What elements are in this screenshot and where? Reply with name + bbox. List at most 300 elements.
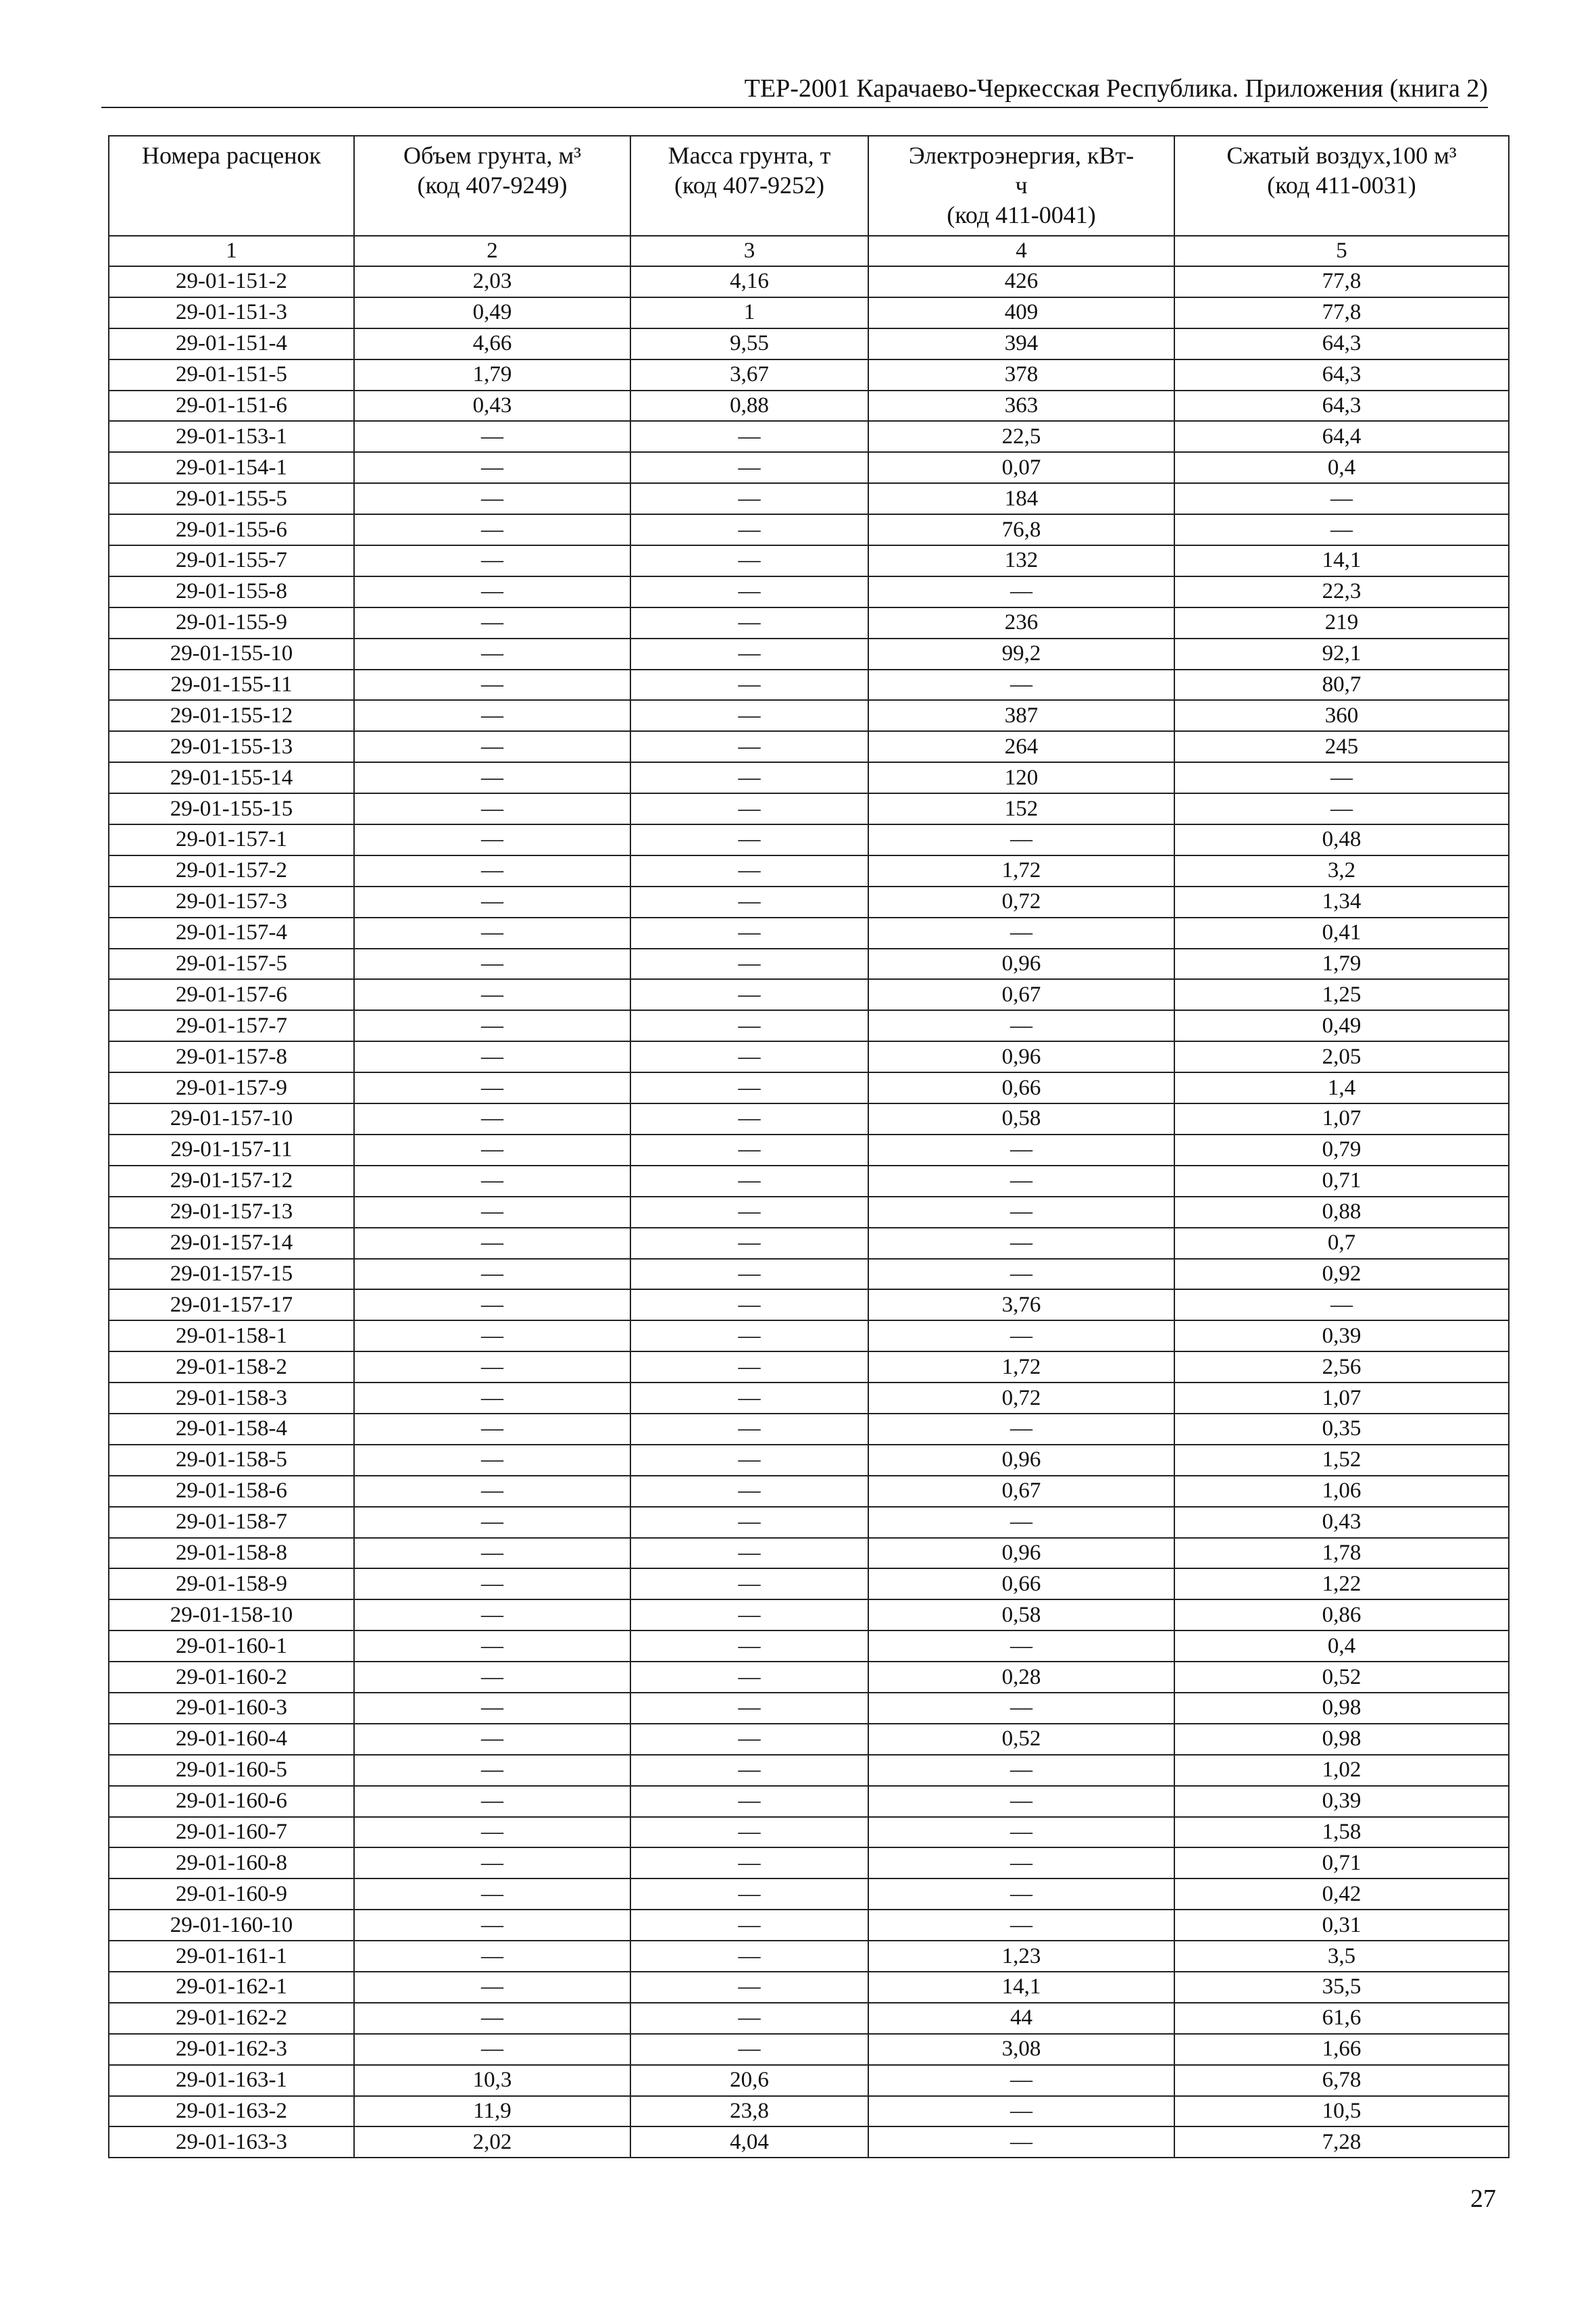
soil-mass-cell: — (630, 576, 868, 607)
soil-volume-cell: — (354, 1289, 630, 1320)
column-number-row (109, 236, 1509, 266)
soil-volume-cell: — (354, 1878, 630, 1910)
soil-mass-cell: — (630, 639, 868, 670)
table-row (109, 607, 1509, 639)
soil-volume-cell: — (354, 421, 630, 452)
table-row (109, 421, 1509, 452)
soil-volume-cell: — (354, 639, 630, 670)
compressed-air-cell: 0,41 (1174, 918, 1509, 949)
rate-number-cell: 29-01-155-7 (109, 545, 354, 576)
soil-mass-cell: — (630, 1289, 868, 1320)
electricity-cell: 387 (868, 700, 1174, 731)
table-row (109, 576, 1509, 607)
soil-volume-cell: — (354, 731, 630, 762)
electricity-cell: 378 (868, 359, 1174, 391)
table-row (109, 1910, 1509, 1941)
electricity-cell: 1,23 (868, 1941, 1174, 1972)
soil-volume-cell: — (354, 1972, 630, 2003)
soil-mass-cell: — (630, 1693, 868, 1724)
soil-volume-cell: — (354, 762, 630, 793)
rate-number-cell: 29-01-157-13 (109, 1197, 354, 1228)
electricity-cell: 152 (868, 793, 1174, 824)
soil-mass-cell: — (630, 793, 868, 824)
electricity-cell: 14,1 (868, 1972, 1174, 2003)
compressed-air-cell: 3,2 (1174, 855, 1509, 887)
soil-volume-cell: — (354, 1351, 630, 1383)
compressed-air-cell: 1,07 (1174, 1383, 1509, 1414)
soil-mass-cell: — (630, 1320, 868, 1351)
rate-number-cell: 29-01-158-8 (109, 1538, 354, 1569)
compressed-air-cell: 80,7 (1174, 670, 1509, 701)
soil-volume-cell: — (354, 1259, 630, 1290)
soil-mass-cell: — (630, 2034, 868, 2065)
soil-volume-cell: — (354, 1538, 630, 1569)
rate-number-cell: 29-01-160-3 (109, 1693, 354, 1724)
electricity-cell: — (868, 576, 1174, 607)
soil-mass-cell: — (630, 1755, 868, 1786)
header-line: ч (1015, 172, 1028, 199)
electricity-cell: 236 (868, 607, 1174, 639)
soil-mass-cell: — (630, 1568, 868, 1599)
soil-mass-cell: — (630, 1538, 868, 1569)
electricity-cell: — (868, 2126, 1174, 2158)
compressed-air-cell: 1,34 (1174, 887, 1509, 918)
column-number: 3 (630, 236, 868, 266)
electricity-cell: — (868, 1786, 1174, 1817)
compressed-air-cell: 64,4 (1174, 421, 1509, 452)
soil-volume-cell: — (354, 1568, 630, 1599)
rate-number-cell: 29-01-151-3 (109, 297, 354, 328)
soil-mass-cell: — (630, 1910, 868, 1941)
rate-number-cell: 29-01-157-3 (109, 887, 354, 918)
soil-mass-cell: — (630, 949, 868, 980)
table-row (109, 670, 1509, 701)
soil-volume-cell: — (354, 2003, 630, 2034)
table-row (109, 297, 1509, 328)
compressed-air-cell: — (1174, 762, 1509, 793)
column-number: 5 (1174, 236, 1509, 266)
soil-volume-cell: — (354, 1693, 630, 1724)
header-line: Сжатый воздух,100 м³ (1226, 142, 1457, 169)
compressed-air-cell: 22,3 (1174, 576, 1509, 607)
table-row (109, 1941, 1509, 1972)
table-row (109, 1878, 1509, 1910)
soil-volume-cell: — (354, 1507, 630, 1538)
soil-volume-cell: — (354, 514, 630, 545)
table-row (109, 2034, 1509, 2065)
electricity-cell: — (868, 1228, 1174, 1259)
soil-mass-cell: — (630, 855, 868, 887)
rate-number-cell: 29-01-157-5 (109, 949, 354, 980)
electricity-cell: 1,72 (868, 855, 1174, 887)
rate-number-cell: 29-01-151-5 (109, 359, 354, 391)
soil-volume-cell: 11,9 (354, 2096, 630, 2127)
table-row (109, 949, 1509, 980)
table-row (109, 1662, 1509, 1693)
electricity-cell: — (868, 1320, 1174, 1351)
table-row (109, 1631, 1509, 1662)
soil-volume-cell: — (354, 887, 630, 918)
compressed-air-cell: 1,25 (1174, 979, 1509, 1010)
electricity-cell: — (868, 1135, 1174, 1166)
soil-volume-cell: — (354, 2034, 630, 2065)
table-row (109, 1599, 1509, 1631)
table-row (109, 639, 1509, 670)
table-row (109, 359, 1509, 391)
soil-mass-cell: — (630, 1941, 868, 1972)
rate-number-cell: 29-01-155-10 (109, 639, 354, 670)
table-row (109, 731, 1509, 762)
table-row (109, 1786, 1509, 1817)
soil-volume-cell: — (354, 1072, 630, 1103)
soil-mass-cell: 4,04 (630, 2126, 868, 2158)
header-code: (код 407-9252) (674, 172, 824, 199)
compressed-air-cell: 10,5 (1174, 2096, 1509, 2127)
table-row (109, 1972, 1509, 2003)
compressed-air-cell: 1,06 (1174, 1476, 1509, 1507)
soil-volume-cell: 2,03 (354, 266, 630, 297)
rate-number-cell: 29-01-158-10 (109, 1599, 354, 1631)
soil-mass-cell: 3,67 (630, 359, 868, 391)
table-row (109, 1445, 1509, 1476)
soil-mass-cell: — (630, 1259, 868, 1290)
compressed-air-cell: 61,6 (1174, 2003, 1509, 2034)
electricity-cell: 0,96 (868, 949, 1174, 980)
rate-number-cell: 29-01-161-1 (109, 1941, 354, 1972)
rate-number-cell: 29-01-157-7 (109, 1010, 354, 1041)
table-row (109, 1351, 1509, 1383)
compressed-air-cell: 7,28 (1174, 2126, 1509, 2158)
header-code: (код 407-9249) (417, 172, 568, 199)
rate-number-cell: 29-01-160-1 (109, 1631, 354, 1662)
rate-number-cell: 29-01-157-17 (109, 1289, 354, 1320)
compressed-air-cell: 0,92 (1174, 1259, 1509, 1290)
compressed-air-cell: 1,4 (1174, 1072, 1509, 1103)
compressed-air-cell: 1,02 (1174, 1755, 1509, 1786)
soil-volume-cell: — (354, 576, 630, 607)
soil-mass-cell: — (630, 1631, 868, 1662)
rate-number-cell: 29-01-158-9 (109, 1568, 354, 1599)
rate-number-cell: 29-01-158-2 (109, 1351, 354, 1383)
rate-number-cell: 29-01-155-12 (109, 700, 354, 731)
table-row (109, 514, 1509, 545)
rate-number-cell: 29-01-158-6 (109, 1476, 354, 1507)
electricity-cell: 3,76 (868, 1289, 1174, 1320)
soil-mass-cell: — (630, 1599, 868, 1631)
soil-mass-cell: — (630, 700, 868, 731)
electricity-cell: 0,28 (868, 1662, 1174, 1693)
column-header-soil-mass (630, 136, 868, 236)
electricity-cell: 426 (868, 266, 1174, 297)
column-header-rate-number (109, 136, 354, 236)
electricity-cell: 0,72 (868, 1383, 1174, 1414)
soil-volume-cell: — (354, 1103, 630, 1135)
soil-mass-cell: — (630, 1135, 868, 1166)
soil-volume-cell: — (354, 1445, 630, 1476)
table-row (109, 1414, 1509, 1445)
electricity-cell: 0,58 (868, 1103, 1174, 1135)
soil-volume-cell: — (354, 855, 630, 887)
rate-number-cell: 29-01-162-2 (109, 2003, 354, 2034)
rate-number-cell: 29-01-158-7 (109, 1507, 354, 1538)
compressed-air-cell: 0,49 (1174, 1010, 1509, 1041)
column-number: 2 (354, 236, 630, 266)
compressed-air-cell: 0,43 (1174, 1507, 1509, 1538)
table-row (109, 824, 1509, 855)
soil-volume-cell: — (354, 1166, 630, 1197)
compressed-air-cell: 0,86 (1174, 1599, 1509, 1631)
soil-mass-cell: — (630, 1166, 868, 1197)
rate-number-cell: 29-01-157-14 (109, 1228, 354, 1259)
table-row (109, 918, 1509, 949)
soil-volume-cell: — (354, 483, 630, 514)
compressed-air-cell: 0,88 (1174, 1197, 1509, 1228)
rate-number-cell: 29-01-157-11 (109, 1135, 354, 1166)
soil-volume-cell: — (354, 1228, 630, 1259)
rate-number-cell: 29-01-157-1 (109, 824, 354, 855)
electricity-cell: 99,2 (868, 639, 1174, 670)
electricity-cell: 22,5 (868, 421, 1174, 452)
electricity-cell: 184 (868, 483, 1174, 514)
rate-number-cell: 29-01-158-4 (109, 1414, 354, 1445)
rate-number-cell: 29-01-155-5 (109, 483, 354, 514)
compressed-air-cell: 0,98 (1174, 1724, 1509, 1755)
soil-mass-cell: — (630, 1972, 868, 2003)
compressed-air-cell: 92,1 (1174, 639, 1509, 670)
soil-volume-cell: — (354, 1941, 630, 1972)
electricity-cell: — (868, 1507, 1174, 1538)
column-header-soil-volume (354, 136, 630, 236)
table-header-row (109, 136, 1509, 236)
soil-volume-cell: — (354, 452, 630, 483)
column-number: 4 (868, 236, 1174, 266)
table-row (109, 887, 1509, 918)
electricity-cell: — (868, 1847, 1174, 1878)
table-row (109, 328, 1509, 359)
rate-number-cell: 29-01-163-2 (109, 2096, 354, 2127)
table-row (109, 545, 1509, 576)
rate-number-cell: 29-01-162-1 (109, 1972, 354, 2003)
table-row (109, 1010, 1509, 1041)
compressed-air-cell: 1,58 (1174, 1817, 1509, 1848)
electricity-cell: 0,67 (868, 1476, 1174, 1507)
electricity-cell: — (868, 1166, 1174, 1197)
table-row (109, 855, 1509, 887)
table-body (109, 266, 1509, 2158)
table-row (109, 1041, 1509, 1072)
rate-number-cell: 29-01-157-10 (109, 1103, 354, 1135)
compressed-air-cell: 77,8 (1174, 297, 1509, 328)
soil-mass-cell: 0,88 (630, 391, 868, 422)
compressed-air-cell: 0,98 (1174, 1693, 1509, 1724)
soil-mass-cell: — (630, 1041, 868, 1072)
electricity-cell: — (868, 824, 1174, 855)
table-row (109, 1817, 1509, 1848)
rate-number-cell: 29-01-158-1 (109, 1320, 354, 1351)
soil-mass-cell: — (630, 1383, 868, 1414)
rate-number-cell: 29-01-151-6 (109, 391, 354, 422)
rate-number-cell: 29-01-160-9 (109, 1878, 354, 1910)
rate-number-cell: 29-01-160-5 (109, 1755, 354, 1786)
rate-number-cell: 29-01-155-15 (109, 793, 354, 824)
table-row (109, 1693, 1509, 1724)
soil-volume-cell: — (354, 979, 630, 1010)
rate-number-cell: 29-01-157-12 (109, 1166, 354, 1197)
soil-mass-cell: 23,8 (630, 2096, 868, 2127)
soil-mass-cell: — (630, 1786, 868, 1817)
compressed-air-cell: 1,66 (1174, 2034, 1509, 2065)
electricity-cell: 409 (868, 297, 1174, 328)
rate-number-cell: 29-01-160-7 (109, 1817, 354, 1848)
table-row (109, 1568, 1509, 1599)
soil-volume-cell: — (354, 1847, 630, 1878)
table-row (109, 1847, 1509, 1878)
soil-volume-cell: 0,49 (354, 297, 630, 328)
soil-mass-cell: — (630, 1072, 868, 1103)
compressed-air-cell: — (1174, 483, 1509, 514)
rate-number-cell: 29-01-162-3 (109, 2034, 354, 2065)
rate-number-cell: 29-01-163-1 (109, 2065, 354, 2096)
column-number: 1 (109, 236, 354, 266)
soil-mass-cell: 1 (630, 297, 868, 328)
table-row (109, 1103, 1509, 1135)
table-row (109, 2126, 1509, 2158)
soil-mass-cell: — (630, 731, 868, 762)
electricity-cell: 0,96 (868, 1538, 1174, 1569)
table-row (109, 762, 1509, 793)
soil-volume-cell: — (354, 1910, 630, 1941)
soil-volume-cell: — (354, 1817, 630, 1848)
table-row (109, 1072, 1509, 1103)
rate-number-cell: 29-01-160-2 (109, 1662, 354, 1693)
header-code: (код 411-0031) (1267, 172, 1416, 199)
soil-mass-cell: — (630, 514, 868, 545)
soil-volume-cell: — (354, 1197, 630, 1228)
table-row (109, 391, 1509, 422)
table-row (109, 1197, 1509, 1228)
header-line: Объем грунта, м³ (403, 142, 582, 169)
table-row (109, 1135, 1509, 1166)
soil-volume-cell: — (354, 545, 630, 576)
compressed-air-cell: 64,3 (1174, 328, 1509, 359)
soil-mass-cell: — (630, 762, 868, 793)
compressed-air-cell: 360 (1174, 700, 1509, 731)
compressed-air-cell: 1,22 (1174, 1568, 1509, 1599)
compressed-air-cell: 245 (1174, 731, 1509, 762)
electricity-cell: 132 (868, 545, 1174, 576)
rate-number-cell: 29-01-157-9 (109, 1072, 354, 1103)
soil-mass-cell: — (630, 2003, 868, 2034)
compressed-air-cell: 219 (1174, 607, 1509, 639)
electricity-cell: — (868, 1755, 1174, 1786)
electricity-cell: — (868, 1414, 1174, 1445)
soil-mass-cell: — (630, 1228, 868, 1259)
table-row (109, 979, 1509, 1010)
soil-volume-cell: — (354, 824, 630, 855)
table-row (109, 1320, 1509, 1351)
compressed-air-cell: 0,7 (1174, 1228, 1509, 1259)
electricity-cell: 0,96 (868, 1041, 1174, 1072)
header-line: Электроэнергия, кВт- (908, 142, 1134, 169)
compressed-air-cell: 64,3 (1174, 359, 1509, 391)
compressed-air-cell: 1,07 (1174, 1103, 1509, 1135)
electricity-cell: — (868, 1631, 1174, 1662)
table-row (109, 2003, 1509, 2034)
electricity-cell: 3,08 (868, 2034, 1174, 2065)
soil-volume-cell: — (354, 1786, 630, 1817)
soil-mass-cell: — (630, 1878, 868, 1910)
rate-number-cell: 29-01-151-4 (109, 328, 354, 359)
electricity-cell: — (868, 1817, 1174, 1848)
soil-mass-cell: — (630, 545, 868, 576)
rate-number-cell: 29-01-160-8 (109, 1847, 354, 1878)
soil-volume-cell: 1,79 (354, 359, 630, 391)
soil-mass-cell: — (630, 1103, 868, 1135)
table-row (109, 793, 1509, 824)
compressed-air-cell: 1,78 (1174, 1538, 1509, 1569)
rate-number-cell: 29-01-158-3 (109, 1383, 354, 1414)
compressed-air-cell: 0,39 (1174, 1786, 1509, 1817)
rate-number-cell: 29-01-157-4 (109, 918, 354, 949)
electricity-cell: — (868, 670, 1174, 701)
soil-mass-cell: — (630, 1010, 868, 1041)
compressed-air-cell: 6,78 (1174, 2065, 1509, 2096)
table-row (109, 1507, 1509, 1538)
rate-number-cell: 29-01-160-10 (109, 1910, 354, 1941)
compressed-air-cell: 3,5 (1174, 1941, 1509, 1972)
soil-volume-cell: — (354, 700, 630, 731)
rate-number-cell: 29-01-154-1 (109, 452, 354, 483)
soil-mass-cell: — (630, 979, 868, 1010)
compressed-air-cell: 0,48 (1174, 824, 1509, 855)
electricity-cell: — (868, 1197, 1174, 1228)
soil-mass-cell: — (630, 1414, 868, 1445)
soil-volume-cell: — (354, 1383, 630, 1414)
electricity-cell: — (868, 1878, 1174, 1910)
rate-number-cell: 29-01-158-5 (109, 1445, 354, 1476)
table-row (109, 2065, 1509, 2096)
soil-mass-cell: — (630, 1476, 868, 1507)
electricity-cell: 363 (868, 391, 1174, 422)
compressed-air-cell: 1,79 (1174, 949, 1509, 980)
rate-number-cell: 29-01-163-3 (109, 2126, 354, 2158)
rate-number-cell: 29-01-155-9 (109, 607, 354, 639)
table-row (109, 1166, 1509, 1197)
soil-volume-cell: — (354, 949, 630, 980)
compressed-air-cell: — (1174, 514, 1509, 545)
soil-volume-cell: — (354, 1010, 630, 1041)
soil-volume-cell: — (354, 670, 630, 701)
soil-volume-cell: 10,3 (354, 2065, 630, 2096)
soil-mass-cell: — (630, 452, 868, 483)
soil-volume-cell: — (354, 1476, 630, 1507)
compressed-air-cell: 0,71 (1174, 1847, 1509, 1878)
rate-number-cell: 29-01-151-2 (109, 266, 354, 297)
compressed-air-cell: 2,56 (1174, 1351, 1509, 1383)
soil-volume-cell: — (354, 1755, 630, 1786)
table-row (109, 1724, 1509, 1755)
soil-volume-cell: — (354, 1320, 630, 1351)
soil-mass-cell: — (630, 421, 868, 452)
soil-mass-cell: — (630, 1817, 868, 1848)
soil-mass-cell: — (630, 607, 868, 639)
electricity-cell: — (868, 1010, 1174, 1041)
compressed-air-cell: 0,4 (1174, 1631, 1509, 1662)
soil-mass-cell: — (630, 1507, 868, 1538)
electricity-cell: — (868, 1693, 1174, 1724)
rate-number-cell: 29-01-155-6 (109, 514, 354, 545)
compressed-air-cell: 0,39 (1174, 1320, 1509, 1351)
